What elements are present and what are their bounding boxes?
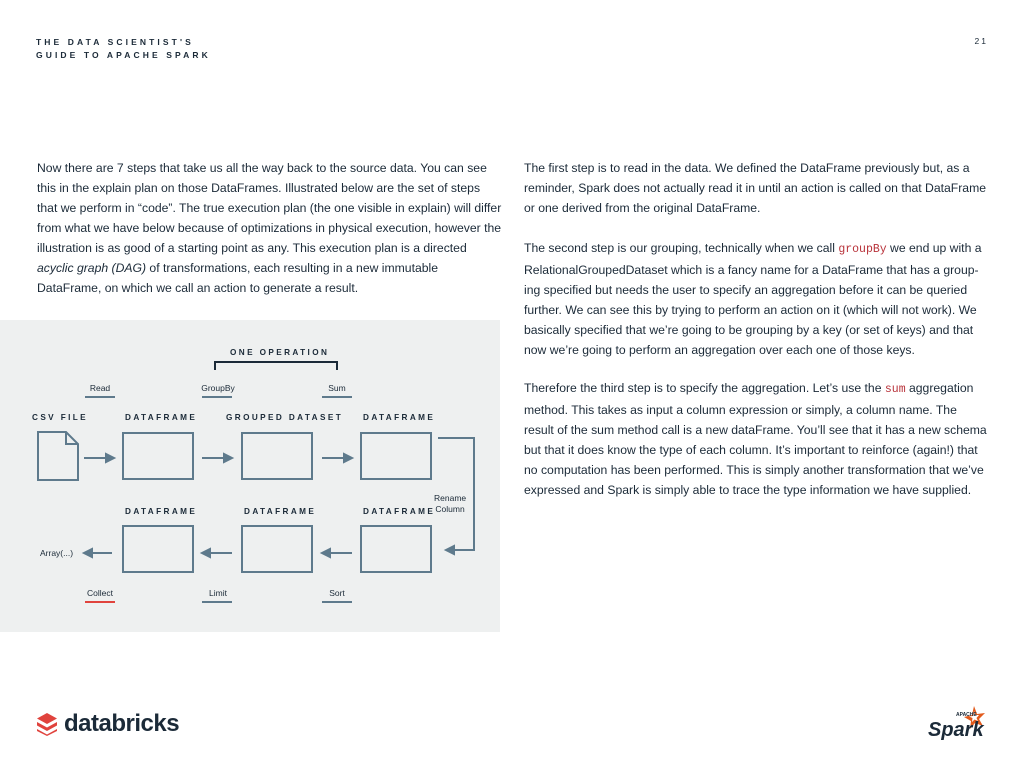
rename-word: Rename xyxy=(434,493,467,503)
right-p3-a: Therefore the third step is to specify the aggregation. Let’s use the xyxy=(524,381,885,395)
label-grouped-dataset: GROUPED DATASET xyxy=(226,413,344,422)
spark-logo-icon xyxy=(928,704,988,740)
op-sort: Sort xyxy=(329,588,345,598)
label-dataframe-4: DATAFRAME xyxy=(244,507,317,516)
op-limit-underline xyxy=(202,601,232,603)
right-p3-b: aggregation method. This takes as input a column expression or simply, a column name. The result of the sum method call is a new dataFrame. You’ll see that it has a new schema but that it does know the type of each column. It’s important to reinforce (again!) that no computation has been performed. This is simply another transformation that we’ve expressed and Spark is simply able to trace the type information we have supplied. xyxy=(524,381,987,497)
execution-plan-diagram xyxy=(0,320,500,632)
apache-spark-logo xyxy=(928,704,988,745)
right-paragraph-3 xyxy=(524,378,990,500)
left-italic-dag: acyclic graph (DAG) xyxy=(37,261,147,275)
rename-column-label xyxy=(434,493,466,515)
header-line-1: THE DATA SCIENTIST'S xyxy=(36,37,194,47)
databricks-logo xyxy=(36,710,179,738)
node-dataframe-4 xyxy=(241,525,313,573)
one-operation-label: ONE OPERATION xyxy=(230,348,330,357)
op-groupby-underline xyxy=(202,396,232,398)
left-text-b: of transformations, each resulting in a new immutable DataFrame, on which we call an action to generate a result. xyxy=(37,261,439,295)
node-dataframe-2 xyxy=(360,432,432,480)
node-dataframe-3 xyxy=(360,525,432,573)
right-p2-b: we end up with a RelationalGroupedDataset which is a fancy name for a DataFrame that has a group-ing specified but needs the user to specify an aggregation before it can be queried further. We can see this by trying to perform an action on it (which will not work). We basically specified that we’re going to be grouping by a key (or set of keys) and that now we’re going to perform an aggregation over each one of those keys. xyxy=(524,241,982,357)
op-collect: Collect xyxy=(87,588,113,598)
node-dataframe-1 xyxy=(122,432,194,480)
node-dataframe-5 xyxy=(122,525,194,573)
op-groupby: GroupBy xyxy=(201,383,235,393)
spark-wordmark: Spark xyxy=(928,719,984,740)
right-paragraph-1: The first step is to read in the data. We defined the DataFrame previously but, as a reminder, Spark does not actually read it in until an action is called on that DataFrame or one derived from the original DataFrame. xyxy=(524,161,987,215)
op-sum-underline xyxy=(322,396,352,398)
node-grouped-dataset xyxy=(241,432,313,480)
code-groupby: groupBy xyxy=(838,243,887,256)
op-read-underline xyxy=(85,396,115,398)
page-number: 21 xyxy=(974,36,988,46)
csv-file-icon xyxy=(38,432,78,480)
right-paragraph-2 xyxy=(524,238,990,360)
op-collect-underline xyxy=(85,601,115,603)
label-dataframe-5: DATAFRAME xyxy=(125,507,198,516)
running-header xyxy=(36,36,211,62)
databricks-wordmark: databricks xyxy=(64,710,180,737)
left-paragraph xyxy=(37,158,502,298)
left-text-a: Now there are 7 steps that take us all the way back to the source data. You can see this in the explain plan on those DataFrames. Illustrated below are the set of steps that we perform in “code”. The true execution plan (the one visible in explain) will differ from what we have below because of optimizations in physical execution, however the illustration is as good of a starting point as any. This execution plan is a directed xyxy=(37,161,502,255)
op-sum: Sum xyxy=(328,383,346,393)
label-dataframe-2: DATAFRAME xyxy=(363,413,436,422)
header-line-2: GUIDE TO APACHE SPARK xyxy=(36,50,211,60)
op-limit: Limit xyxy=(209,588,227,598)
spark-apache-text: APACHE xyxy=(956,712,977,718)
label-dataframe-3: DATAFRAME xyxy=(363,507,436,516)
right-p2-a: The second step is our grouping, technically when we call xyxy=(524,241,839,255)
op-sort-underline xyxy=(322,601,352,603)
op-read: Read xyxy=(89,383,111,393)
one-operation-bracket xyxy=(215,362,337,370)
result-array-label: Array(...) xyxy=(40,548,74,558)
code-sum: sum xyxy=(884,383,906,396)
label-dataframe-1: DATAFRAME xyxy=(125,413,198,422)
label-csv-file: CSV FILE xyxy=(32,413,89,422)
databricks-icon xyxy=(36,712,58,736)
column-word: Column xyxy=(435,504,465,514)
